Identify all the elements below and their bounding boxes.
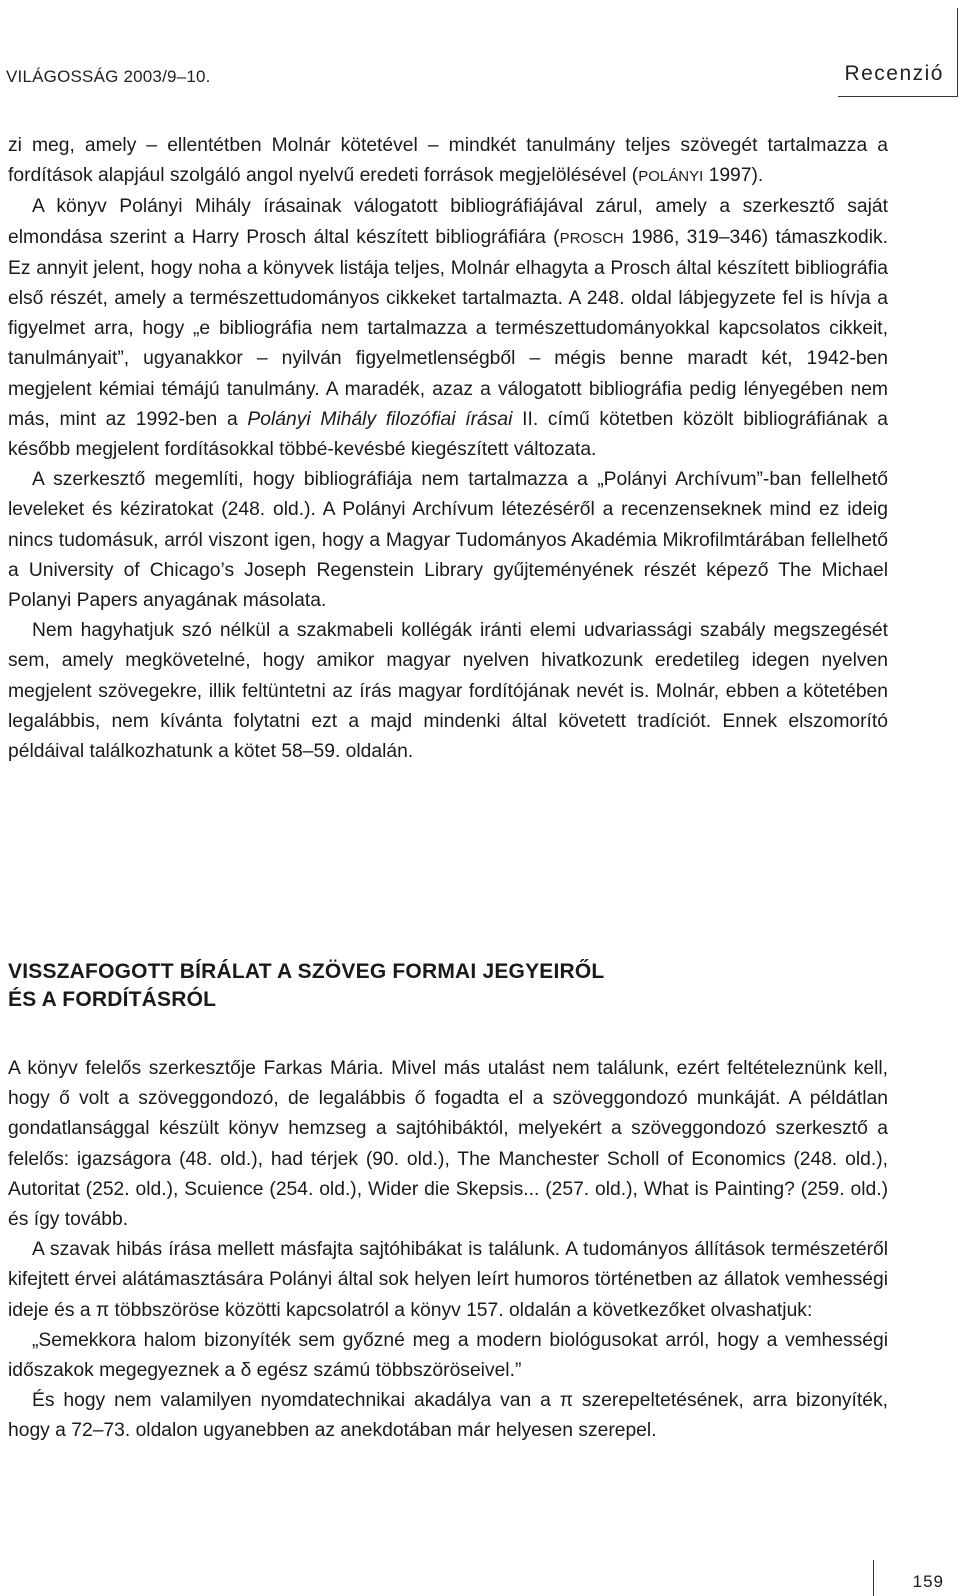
citation-prosch: PROSCH bbox=[559, 229, 624, 247]
section-paragraph-4: És hogy nem valamilyen nyomdatechnikai akadálya van a π szerepeltetésének, arra bizonyíték, hogy a 72–73. oldalon ugyanebben az anekdotában már helyesen szerepel. bbox=[8, 1390, 888, 1442]
citation-polanyi: POLÁNYI bbox=[638, 168, 704, 186]
article-body bbox=[8, 131, 888, 767]
book-title: Polányi Mihály filozófiai írásai bbox=[247, 408, 513, 430]
paragraph-1 bbox=[8, 131, 888, 192]
section-body bbox=[8, 1054, 888, 1447]
paragraph-1-text: zi meg, amely – ellentétben Molnár kötetével – mindkét tanulmány teljes szövegét tartalmazza a fordítások alapjául szolgáló angol nyelvű eredeti források megjelölésével ( bbox=[8, 135, 888, 187]
paragraph-3: A szerkesztő megemlíti, hogy bibliográfiája nem tartalmazza a „Polányi Archívum”-ban fellelhető leveleket és kéziratokat (248. old.). A Polányi Archívum létezéséről a recenzenseknek mind ez ideig nincs tudomásuk, arról viszont igen, hogy a Magyar Tudományos Akadémia Mikrofilmtárában fellelhető a University of Chicago’s Joseph Regenstein Library gyűjteményének részét képező The Michael Polanyi Papers anyagának másolata. bbox=[8, 469, 888, 612]
page-number: 159 bbox=[912, 1572, 944, 1591]
paragraph-2 bbox=[8, 192, 888, 465]
section-paragraph-1: A könyv felelős szerkesztője Farkas Mária. Mivel más utalást nem találunk, ezért feltételeznünk kell, hogy ő volt a szöveggondozó, de legalábbis ő fogadta el a szöveggondozó munkáját. A példátlan gondatlansággal készült könyv hemzseg a sajtóhibáktól, melyekért a szöveggondozó szerkesztő a felelős: igazságora (48. old.), had térjek (90. old.), The Manchester Scholl of Economics (248. old.), Autoritat (252. old.), Scuience (254. old.), Wider die Skepsis... (257. old.), What is Painting? (259. old.) és így tovább. bbox=[8, 1058, 888, 1231]
paragraph-2-tail: II. című kötetben közölt bibliográfiának a később megjelent fordításokkal többé-kevésbé kiegészített változata. bbox=[8, 408, 888, 461]
section-heading-line-2: ÉS A FORDÍTÁSRÓL bbox=[8, 988, 217, 1011]
page-number-rule bbox=[873, 1560, 874, 1596]
section-critique bbox=[8, 958, 888, 1447]
section-quote: „Semekkora halom bizonyíték sem győzné meg a modern biológusokat arról, hogy a vemhességi időszakok megegyeznek a δ egész számú többszöröseivel.” bbox=[8, 1329, 888, 1382]
section-heading-line-1: VISSZAFOGOTT BÍRÁLAT A SZÖVEG FORMAI JEGYEIRŐL bbox=[8, 960, 605, 983]
journal-header: VILÁGOSSÁG 2003/9–10. bbox=[6, 67, 211, 86]
header-vertical-rule bbox=[957, 8, 958, 96]
section-label: Recenzió bbox=[844, 62, 944, 85]
paragraph-2-cont: 1986, 319–346) támaszkodik. Ez annyit jelent, hogy noha a könyvek listája teljes, Molnár elhagyta a Prosch által készített bibliográfia első részét, amely a természettudományos cikkeket tartalmazta. A 248. oldal lábjegyzete fel is hívja a figyelmet arra, hogy „e bibliográfia nem tartalmazza a természettudományokkal kapcsolatos cikkeit, tanulmányait”, ugyanakkor – nyilván figyelmetlenségből – mégis benne maradt két, 1942-ben megjelent kémiai témájú tanulmány. A maradék, azaz a válogatott bibliográfia pedig lényegében nem más, mint az 1992-ben a bbox=[8, 226, 888, 430]
header-horizontal-rule bbox=[838, 96, 958, 97]
paragraph-2-text: A könyv Polányi Mihály írásainak válogatott bibliográfiájával zárul, amely a szerkesztő saját elmondása szerint a Harry Prosch által készített bibliográfiára ( bbox=[8, 196, 888, 248]
paragraph-1-end: 1997). bbox=[703, 165, 764, 187]
paragraph-4: Nem hagyhatjuk szó nélkül a szakmabeli kollégák iránti elemi udvariassági szabály megszegését sem, amely megkövetelné, hogy amikor magyar nyelven hivatkozunk eredetileg idegen nyelven megjelent szövegekre, illik feltüntetni az írás magyar fordítójának nevét is. Molnár, ebben a kötetében legalábbis, nem kívánta folytatni ezt a majd mindenki által követett tradíciót. Ennek elszomorító példáival találkozhatunk a kötet 58–59. oldalán. bbox=[8, 620, 888, 763]
section-paragraph-2: A szavak hibás írása mellett másfajta sajtóhibákat is találunk. A tudományos állítások természetéről kifejtett érvei alátámasztására Polányi által sok helyen leírt humoros történetben az állatok vemhességi ideje és a π többszöröse közötti kapcsolatról a könyv 157. oldalán a következőket olvashatjuk: bbox=[8, 1239, 888, 1321]
section-heading bbox=[8, 958, 888, 1014]
